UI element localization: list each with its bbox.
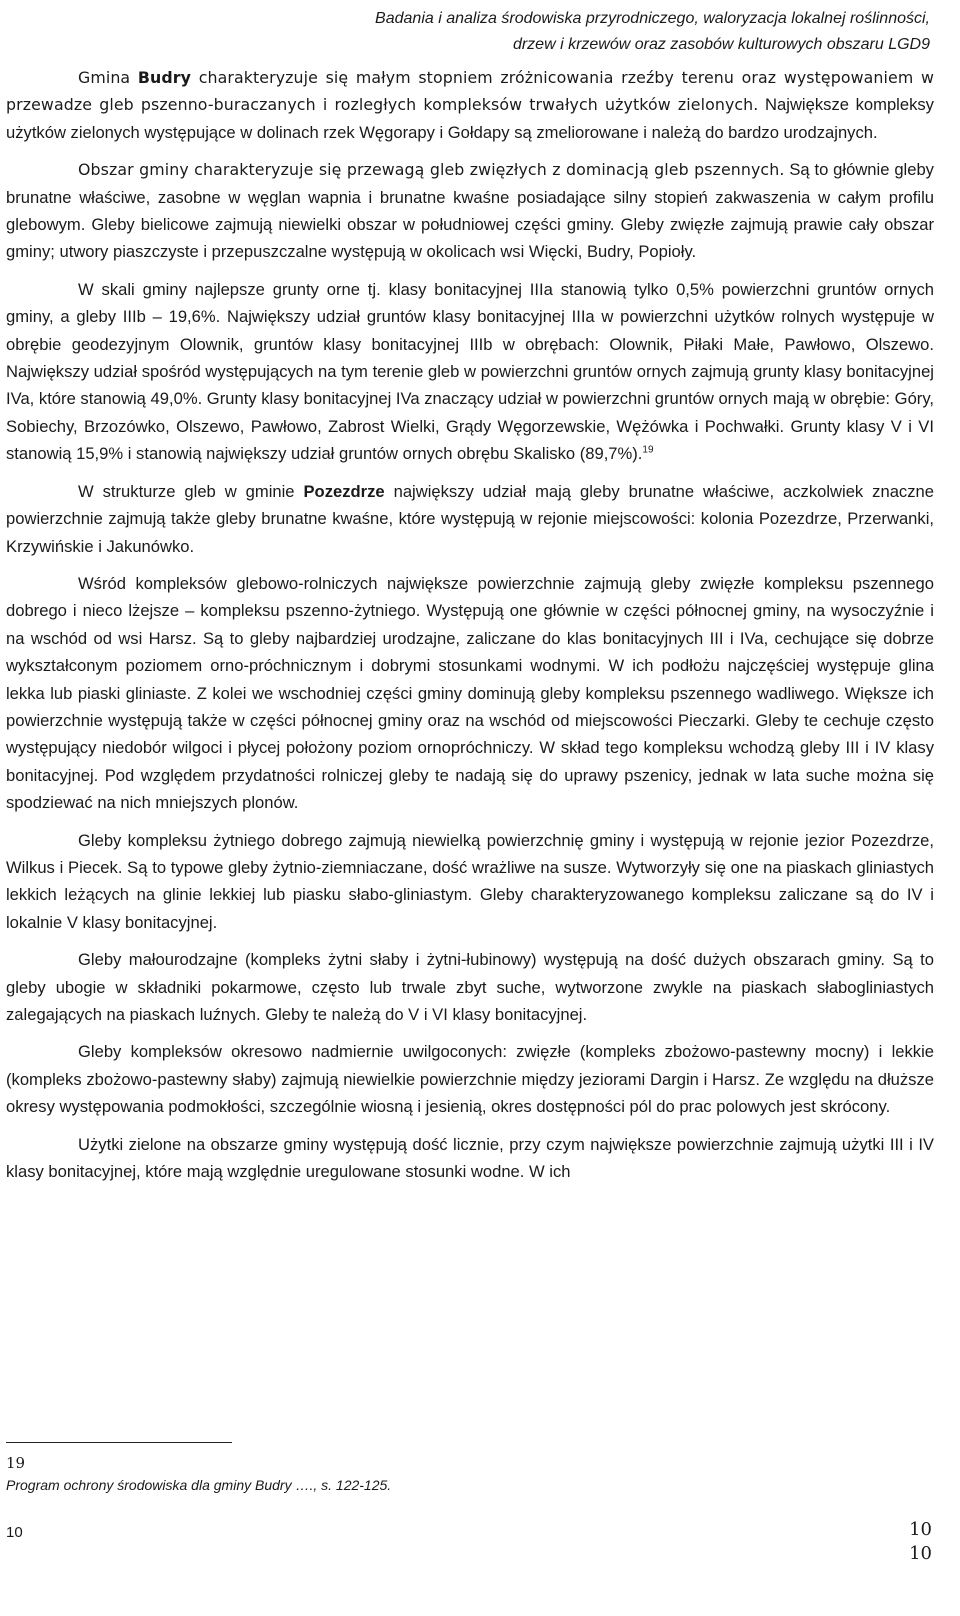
- gmina-pozezdrze-bold: Pozezdrze: [303, 481, 385, 501]
- p3-text: W skali gminy najlepsze grunty orne tj. klasy bonitacyjnej IIIa stanowią tylko 0,5% powierzchni gruntów ornych gminy, a gleby IIIb – 19,6%. Największy udział gruntów klasy bonitacyjnej IIIa w powierzchni użytków rolnych występuje w obrębie geodezyjnym Olownik, gruntów klasy bonitacyjnej IIIb w obrębach: Olownik, Piłaki Małe, Pawłowo, Olszewo. Największy udział spośród występujących na tym terenie gleb w powierzchni gruntów ornych zajmują grunty klasy bonitacyjnej IVa, które stanowią 49,0%. Grunty klasy bonitacyjnej IVa znaczący udział w powierzchni gruntów ornych mają w obrębie: Góry, Sobiechy, Brzozówko, Olszewo, Pawłowo, Zabrost Wielki, Grądy Węgorzewskie, Wężówka i Pochwałki. Grunty klasy V i VI stanowią 15,9% i stanowią największy udział gruntów ornych obrębu Skalisko (89,7%).: [6, 279, 934, 464]
- page-number-right-2: 10: [909, 1543, 932, 1564]
- paragraph-8: Gleby kompleksów okresowo nadmiernie uwilgoconych: zwięzłe (kompleks zbożowo-pastewny mocny) i lekkie (kompleks zbożowo-pastewny słaby) zajmują niewielkie powierzchnie między jeziorami Dargin i Harsz. Ze względu na dłuższe okresy występowania podmokłości, szczególnie wiosną i jesienią, okres dostępności pól do prac polowych jest skrócony.: [6, 1042, 934, 1117]
- paragraph-4: [6, 478, 934, 560]
- p2-text-c: Gleby bielicowe zajmują niewielki obszar w południowej części gminy.: [85, 215, 615, 235]
- running-header: [230, 6, 930, 58]
- p1-text-rest: charakteryzuje się małym stopniem zróżnicowania rzeźby terenu oraz występowaniem w przewadze gleb pszenno-buraczanych i rozległych kompleksów trwałych użytków zielonych.: [6, 68, 934, 115]
- header-line-2: drzew i krzewów oraz zasobów kulturowych obszaru LGD9: [512, 36, 930, 53]
- footnote-text: Program ochrony środowiska dla gminy Budry …., s. 122-125.: [6, 1477, 392, 1493]
- footnote-divider: [6, 1442, 232, 1443]
- paragraph-2: [6, 156, 934, 266]
- paragraph-9: Użytki zielone na obszarze gminy występują dość licznie, przy czym największe powierzchnie zajmują użytki III i IV klasy bonitacyjnej, które mają względnie uregulowane stosunki wodne. W ich: [6, 1134, 934, 1182]
- p2-text-b: Są to głównie gleby brunatne właściwe, zasobne w węglan wapnia i brunatne kwaśne posiadające silny stopień zakwaszenia w całym profilu glebowym.: [6, 160, 934, 235]
- paragraph-5: Wśród kompleksów glebowo-rolniczych największe powierzchnie zajmują gleby zwięzłe kompleksu pszennego dobrego i nieco lżejsze – kompleksu pszenno-żytniego. Występują one głównie w części północnej gminy, na wysoczyźnie i na wschód od wsi Harsz. Są to gleby najbardziej urodzajne, zaliczane do klas bonitacyjnych III i IVa, cechujące się dobrze wykształconym poziomem orno-próchnicznym i dobrymi stosunkami wodnymi. W ich podłożu najczęściej występuje glina lekka lub piaski gliniaste. Z kolei we wschodniej części gminy dominują gleby kompleksu pszennego wadliwego. Większe ich powierzchnie występują także w części północnej gminy oraz na wschód od miejscowości Pieczarki. Gleby te cechuje często występujący niedobór wilgoci i płycej położony poziom ornopróchniczy. W skład tego kompleksu wchodzą gleby III i IV klasy bonitacyjnej. Pod względem przydatności rolniczej gleby te nadają się do uprawy pszenicy, jednak w lata suche można się spodziewać na nich mniejszych plonów.: [6, 573, 934, 813]
- paragraph-3: [6, 276, 934, 468]
- p2-text-a: Obszar gminy charakteryzuje się przewagą gleb zwięzłych z dominacją gleb pszennych.: [78, 160, 785, 180]
- header-line-1: Badania i analiza środowiska przyrodniczego, waloryzacja lokalnej roślinności,: [375, 10, 930, 27]
- footnote-number: 19: [6, 1454, 26, 1472]
- paragraph-6: Gleby kompleksu żytniego dobrego zajmują niewielką powierzchnię gminy i występują w rejonie jezior Pozezdrze, Wilkus i Piecek. Są to typowe gleby żytnio-ziemniaczane, dość wrażliwe na susze. Wytworzyły się one na piaskach gliniastych lekkich leżących na glinie lekkiej lub piasku słabo-gliniastym. Gleby charakteryzowanego kompleksu zaliczane są do IV i lokalnie V klasy bonitacyjnej.: [6, 830, 934, 932]
- p4-text-rest: największy udział mają gleby brunatne właściwe, aczkolwiek znaczne powierzchnie zajmują także gleby brunatne kwaśne, które występują w rejonie miejscowości: kolonia Pozezdrze, Przerwanki, Krzywińskie i Jakunówko.: [6, 481, 934, 556]
- p2-text-d: Gleby zwięzłe zajmują prawie cały obszar gminy; utwory piaszczyste i przepuszczalne występują w okolicach wsi Więcki, Budry, Popioły.: [6, 215, 934, 262]
- p1-text-b: Największe kompleksy użytków zielonych występujące w dolinach rzek Węgorapy i Gołdapy są zmeliorowane i należą do bardzo urodzajnych.: [6, 95, 934, 142]
- gmina-budry-bold: Budry: [137, 68, 192, 87]
- p1-text-pre: Gmina: [78, 68, 138, 87]
- body-text: [6, 64, 934, 1195]
- paragraph-1: [6, 64, 934, 146]
- footnote-ref-19[interactable]: 19: [642, 444, 654, 456]
- paragraph-7: Gleby małourodzajne (kompleks żytni słaby i żytni-łubinowy) występują na dość dużych obszarach gminy. Są to gleby ubogie w składniki pokarmowe, często lub trwale zbyt suche, wytworzone zwykle na piaskach słabogliniastych zalegających na piaskach luźnych. Gleby te należą do V i VI klasy bonitacyjnej.: [6, 950, 934, 1024]
- page-number-left: 10: [6, 1524, 23, 1541]
- p4-text-pre: W strukturze gleb w gminie: [78, 481, 304, 501]
- page-number-right-1: 10: [909, 1519, 932, 1540]
- page-number-right: [909, 1518, 932, 1566]
